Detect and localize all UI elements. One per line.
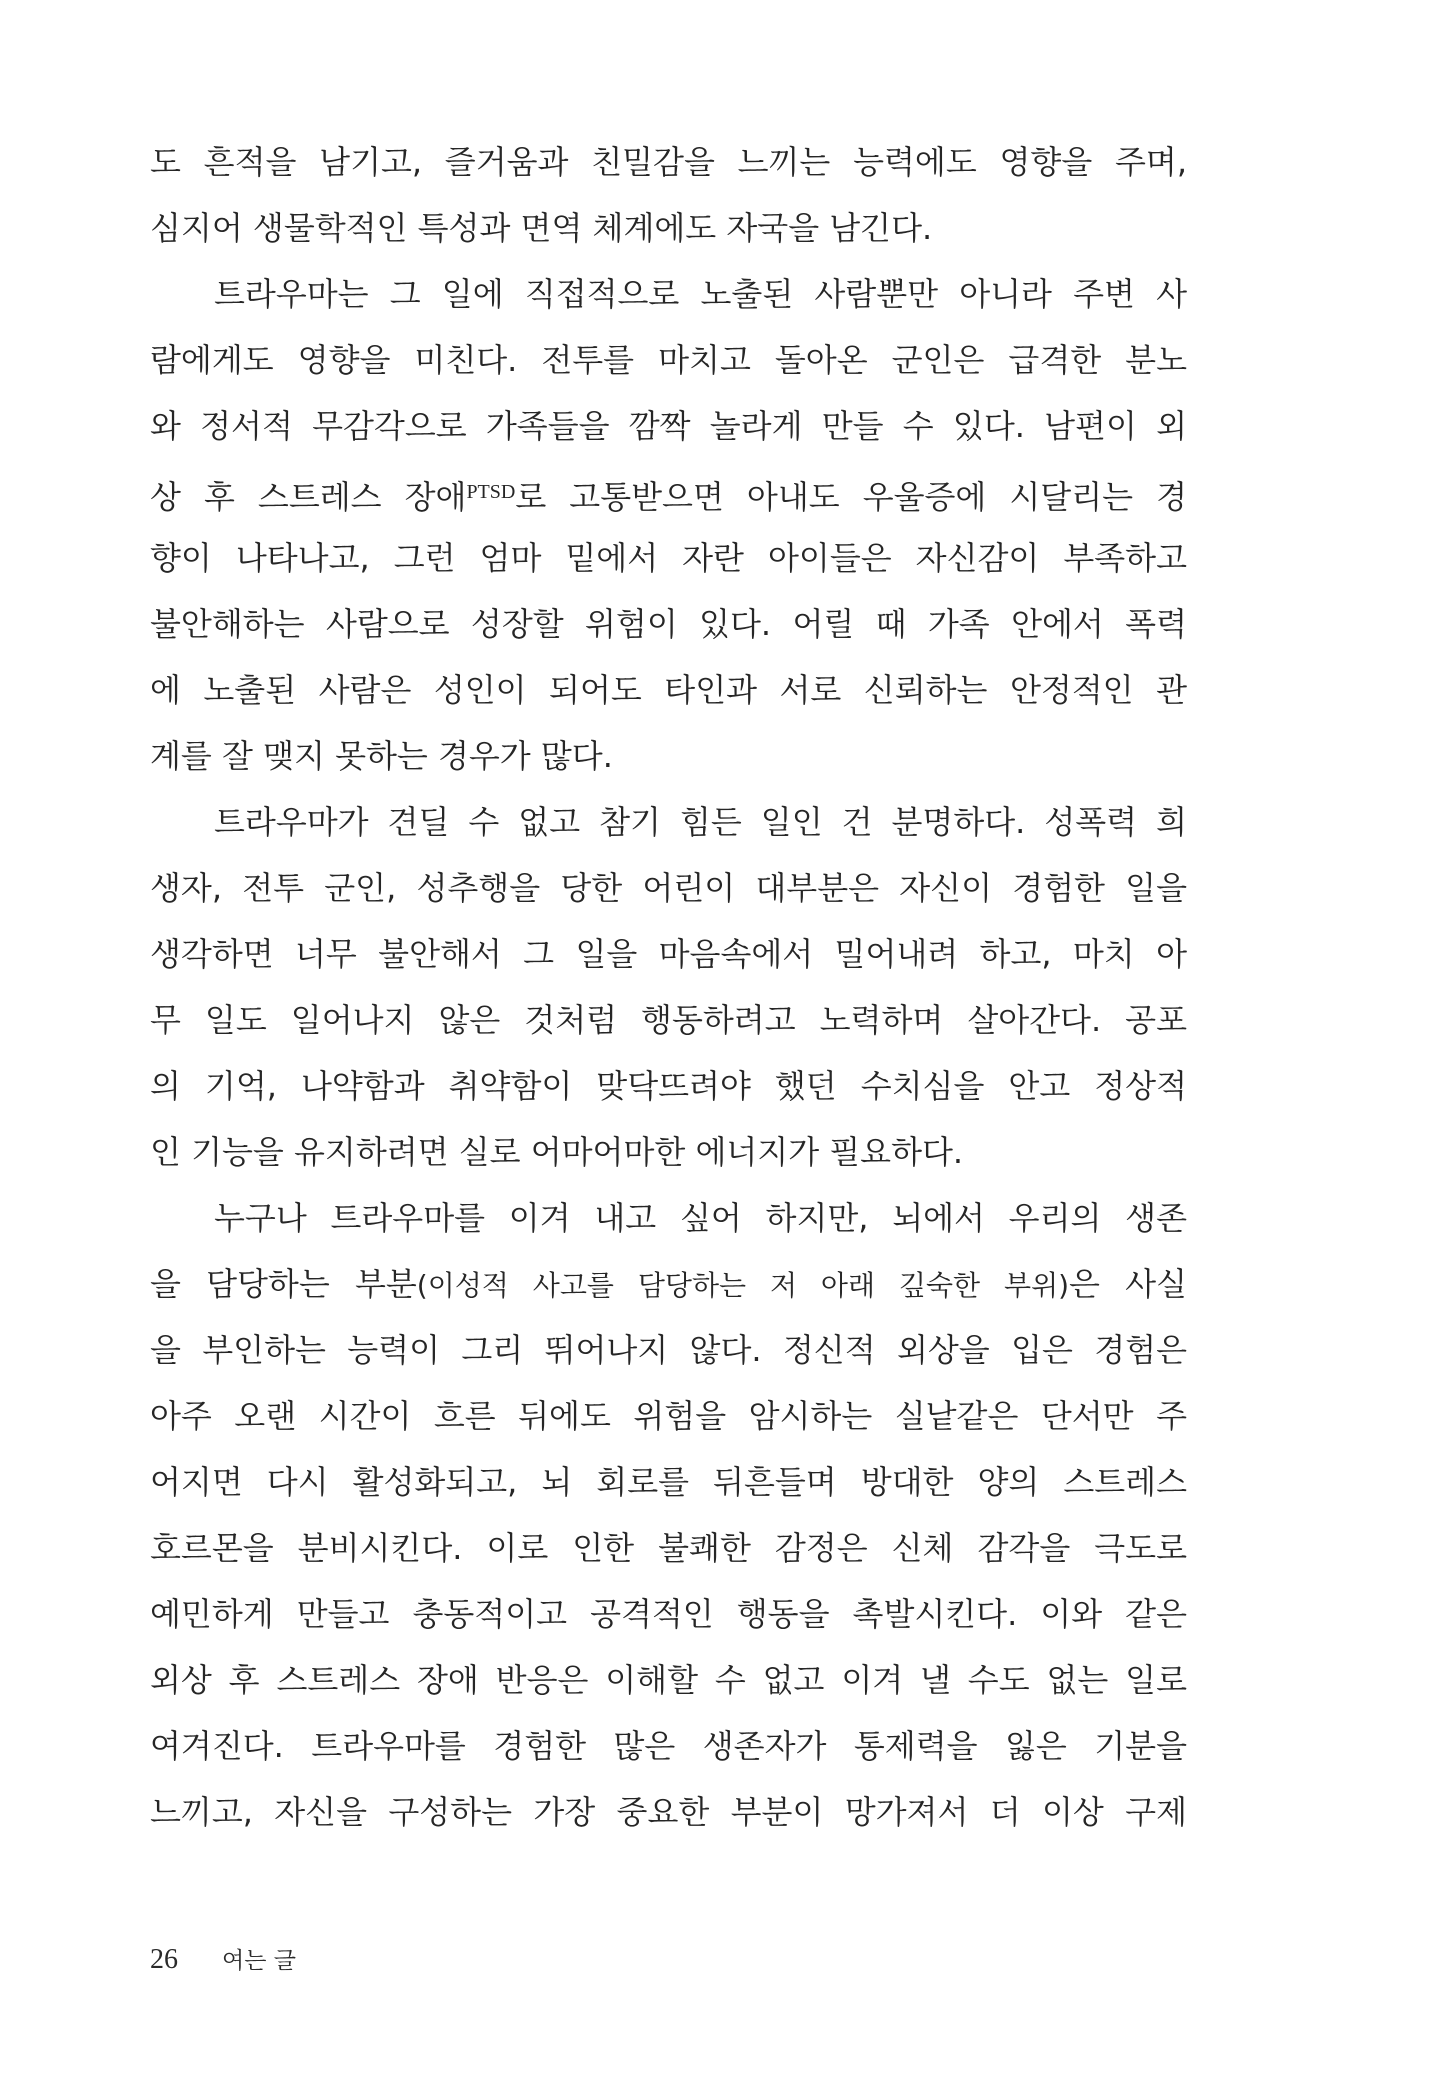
page-number: 26	[150, 1944, 178, 1975]
text-line-with-parenthetical	[150, 1251, 1187, 1317]
text-line: 어지면 다시 활성화되고, 뇌 회로를 뒤흔들며 방대한 양의 스트레스	[150, 1463, 1187, 1501]
text-segment: 은 사실	[1069, 1265, 1187, 1303]
text-line: 트라우마는 그 일에 직접적으로 노출된 사람뿐만 아니라 주변 사	[214, 275, 1187, 313]
parenthetical-note: (이성적 사고를 담당하는 저 아래 깊숙한 부위)	[416, 1269, 1070, 1302]
text-line: 누구나 트라우마를 이겨 내고 싶어 하지만, 뇌에서 우리의 생존	[214, 1199, 1187, 1237]
text-line: 무 일도 일어나지 않은 것처럼 행동하려고 노력하며 살아간다. 공포	[150, 1001, 1187, 1039]
text-line: 여겨진다. 트라우마를 경험한 많은 생존자가 통제력을 잃은 기분을	[150, 1727, 1187, 1765]
text-line: 심지어 생물학적인 특성과 면역 체계에도 자국을 남긴다.	[150, 209, 933, 247]
paragraph-4	[150, 1185, 1187, 1845]
text-line: 계를 잘 맺지 못하는 경우가 많다.	[150, 737, 613, 775]
text-line: 향이 나타나고, 그런 엄마 밑에서 자란 아이들은 자신감이 부족하고	[150, 539, 1187, 577]
page-footer	[150, 1940, 296, 1980]
text-line: 느끼고, 자신을 구성하는 가장 중요한 부분이 망가져서 더 이상 구제	[150, 1793, 1187, 1831]
superscript-abbreviation: PTSD	[466, 481, 516, 503]
text-line-with-superscript	[150, 459, 1187, 525]
text-segment: 로 고통받으면 아내도 우울증에 시달리는 경	[515, 478, 1187, 516]
book-page-body	[150, 129, 1187, 1845]
text-line: 생자, 전투 군인, 성추행을 당한 어린이 대부분은 자신이 경험한 일을	[150, 869, 1187, 907]
text-line: 생각하면 너무 불안해서 그 일을 마음속에서 밀어내려 하고, 마치 아	[150, 935, 1187, 973]
running-section-title: 여는 글	[222, 1948, 296, 1974]
paragraph-3	[150, 789, 1187, 1185]
text-segment: 상 후 스트레스 장애	[150, 478, 467, 516]
text-line: 을 부인하는 능력이 그리 뛰어나지 않다. 정신적 외상을 입은 경험은	[150, 1331, 1187, 1369]
text-line: 의 기억, 나약함과 취약함이 맞닥뜨려야 했던 수치심을 안고 정상적	[150, 1067, 1187, 1105]
text-line: 아주 오랜 시간이 흐른 뒤에도 위험을 암시하는 실낱같은 단서만 주	[150, 1397, 1187, 1435]
text-line: 트라우마가 견딜 수 없고 참기 힘든 일인 건 분명하다. 성폭력 희	[214, 803, 1187, 841]
paragraph-2	[150, 261, 1187, 789]
text-line: 불안해하는 사람으로 성장할 위험이 있다. 어릴 때 가족 안에서 폭력	[150, 605, 1187, 643]
text-line: 에 노출된 사람은 성인이 되어도 타인과 서로 신뢰하는 안정적인 관	[150, 671, 1187, 709]
text-line: 람에게도 영향을 미친다. 전투를 마치고 돌아온 군인은 급격한 분노	[150, 341, 1187, 379]
text-line: 예민하게 만들고 충동적이고 공격적인 행동을 촉발시킨다. 이와 같은	[150, 1595, 1187, 1633]
text-line: 도 흔적을 남기고, 즐거움과 친밀감을 느끼는 능력에도 영향을 주며,	[150, 143, 1187, 181]
text-segment: 을 담당하는 부분	[150, 1265, 417, 1303]
text-line: 인 기능을 유지하려면 실로 어마어마한 에너지가 필요하다.	[150, 1133, 964, 1171]
paragraph-1	[150, 129, 1187, 261]
text-line: 호르몬을 분비시킨다. 이로 인한 불쾌한 감정은 신체 감각을 극도로	[150, 1529, 1187, 1567]
text-line: 외상 후 스트레스 장애 반응은 이해할 수 없고 이겨 낼 수도 없는 일로	[150, 1661, 1187, 1699]
text-line: 와 정서적 무감각으로 가족들을 깜짝 놀라게 만들 수 있다. 남편이 외	[150, 407, 1187, 445]
